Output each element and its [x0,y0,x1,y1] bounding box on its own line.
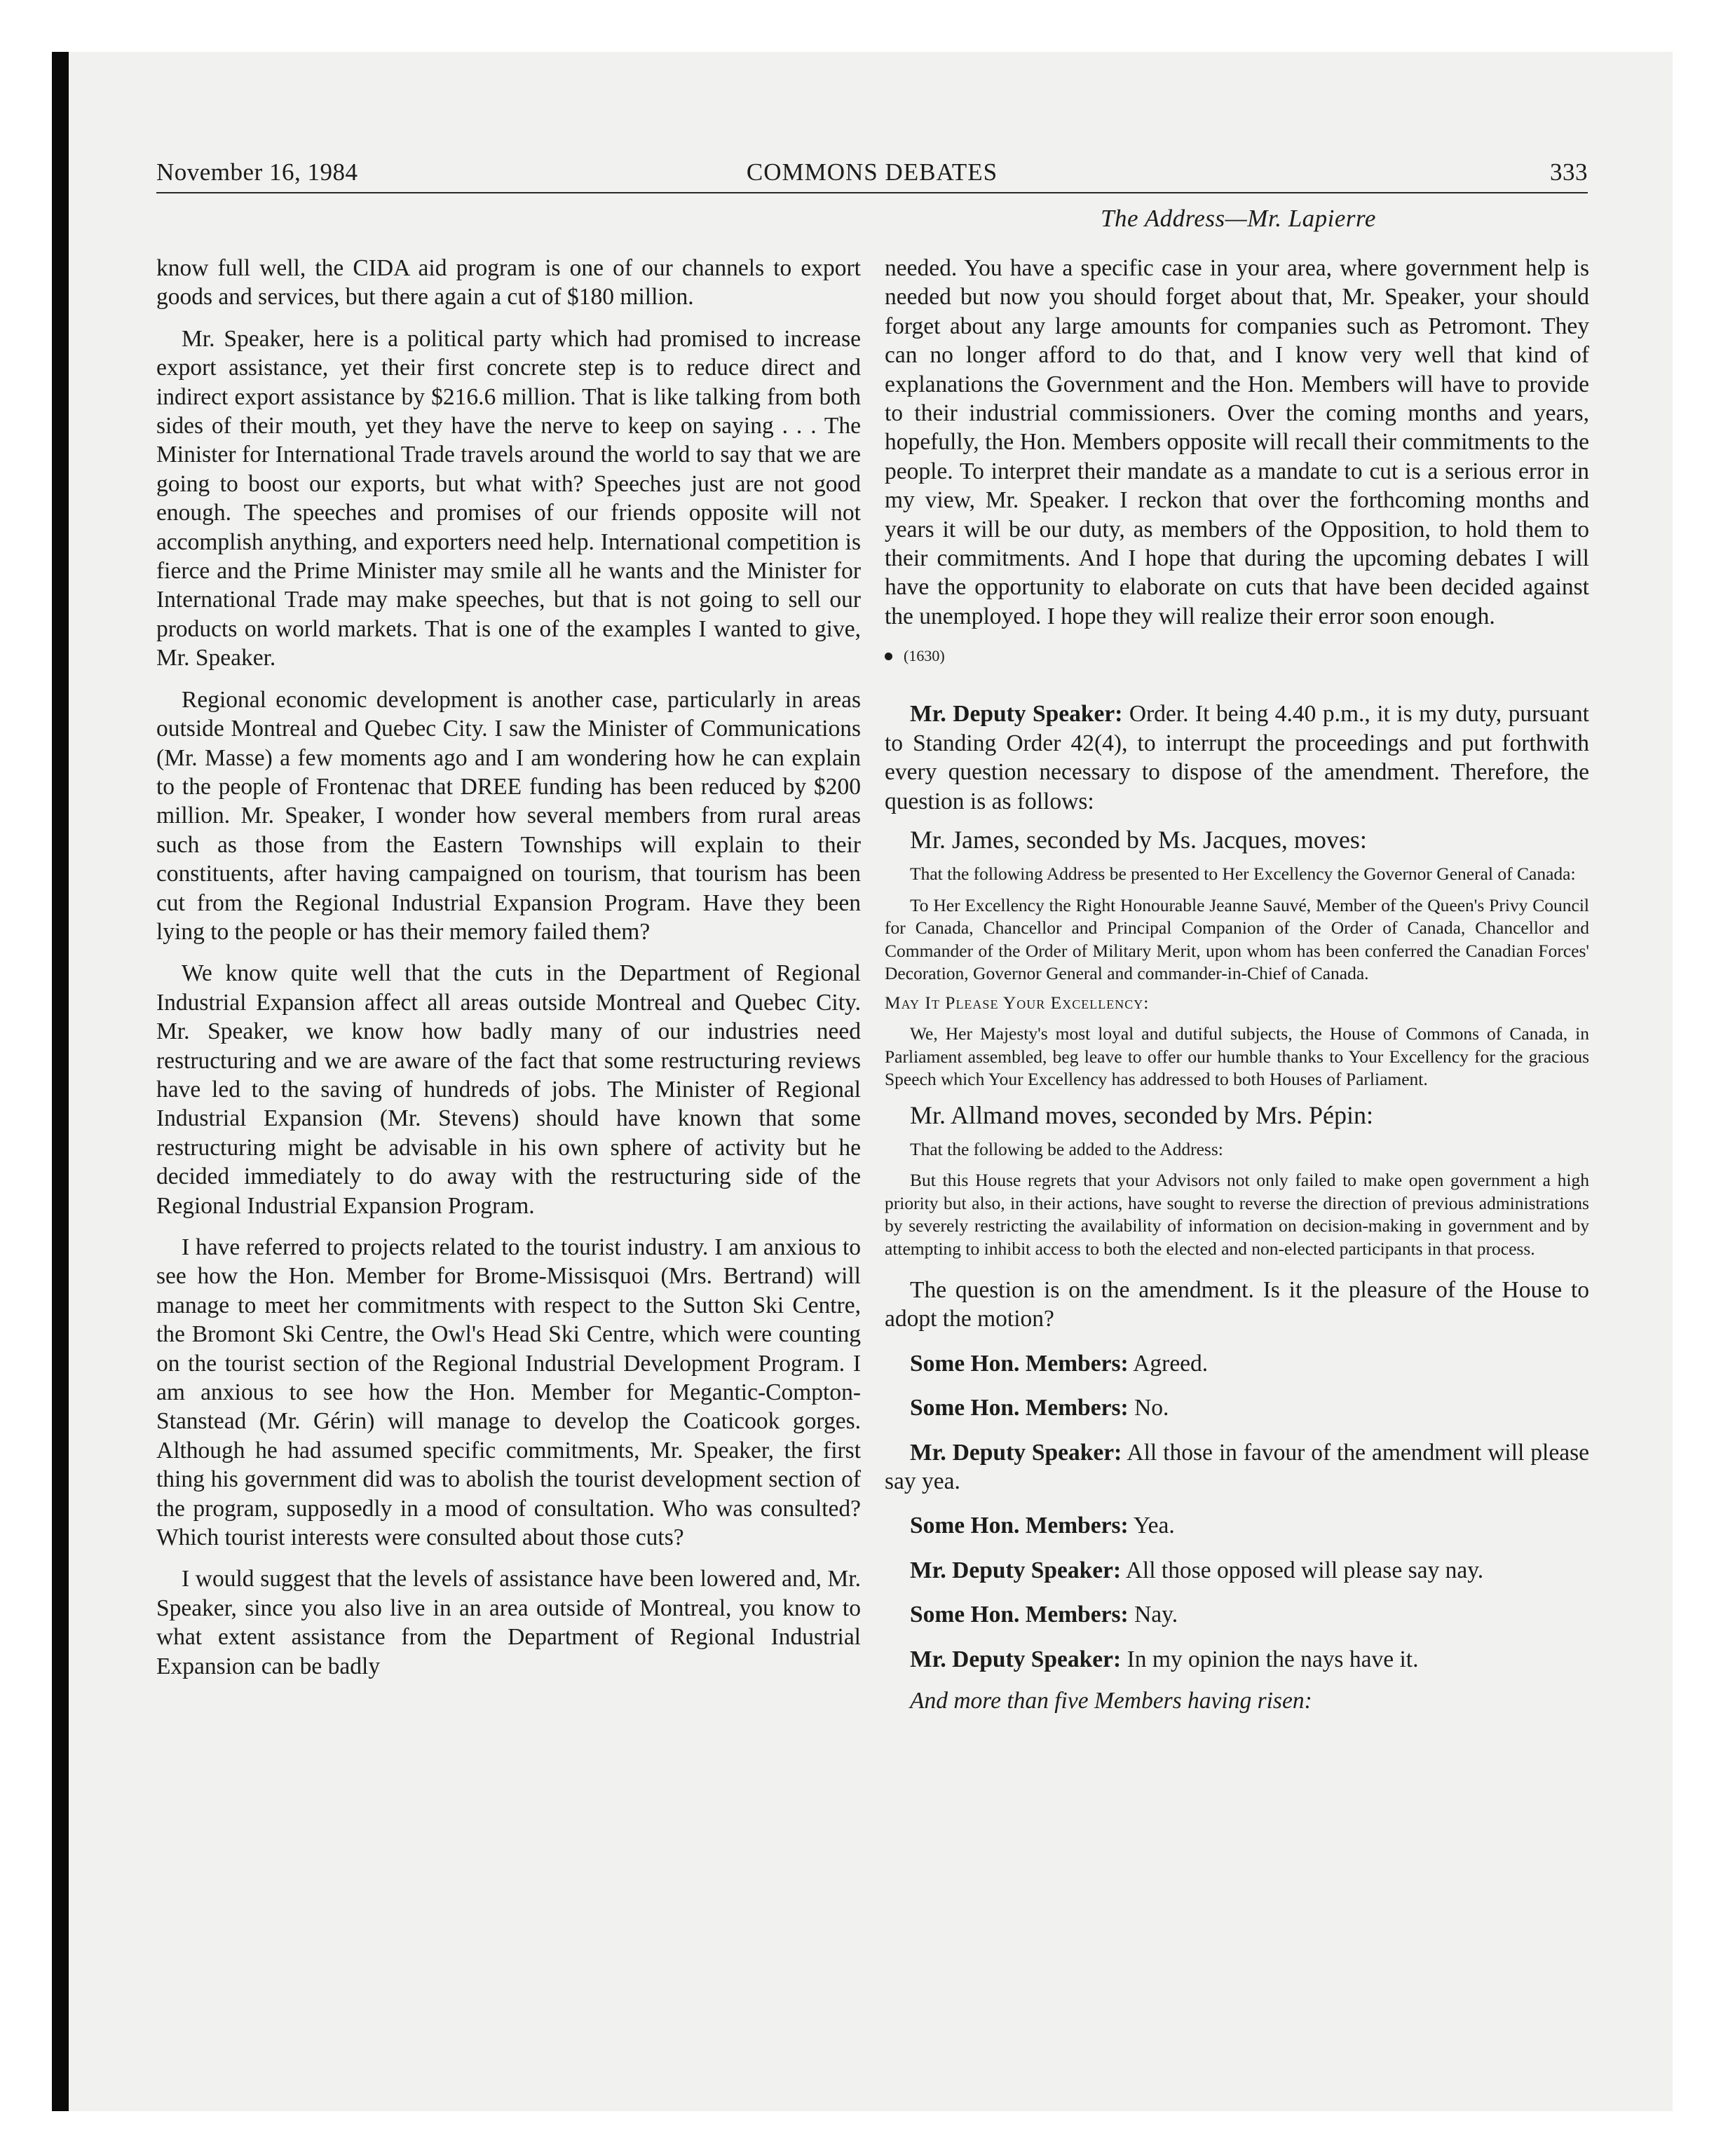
time-stamp: (1630) [904,647,945,665]
exchange-line [885,1349,1589,1378]
exchange-line [885,1393,1589,1422]
paragraph: I have referred to projects related to the tourist industry. I am anxious to see how the Hon. Member for Brome-Missisquoi (Mrs. Bertrand) will manage to meet her commitments with respect to the Sutton Ski Centre, the Bromont Ski Centre, the Owl's Head Ski Centre, which were counting on the tourist section of the Regional Industrial Development Program. I am anxious to see how the Hon. Member for Megantic-Compton-Stanstead (Mr. Gérin) will manage to develop the Coaticook gorges. Although he had assumed specific commitments, Mr. Speaker, the first thing his government did was to abolish the tourist development section of the program, supposedly in a mood of consultation. Who was consulted? Which tourist interests were consulted about those cuts? [156,1234,861,1551]
section-subhead: The Address—Mr. Lapierre [1101,205,1376,232]
paragraph: Regional economic development is another case, particularly in areas outside Montreal and Quebec City. I saw the Minister of Communications (Mr. Masse) a few moments ago and I am wondering how he can explain to the people of Frontenac that DREE funding has been reduced by $200 million. Mr. Speaker, I wonder how several members from rural areas such as those from the Eastern Townships will explain to their constituents, after having campaigned on tourism, that tourism has been cut from the Regional Industrial Expansion Program. Have they been lying to the people or has their memory failed them? [156,686,861,945]
amendment-line: Mr. Allmand moves, seconded by Mrs. Pépin: [910,1100,1373,1129]
left-column [156,254,861,1681]
paragraph: Mr. Speaker, here is a political party which had promised to increase export assistance, yet their first concrete step is to reduce direct and indirect export assistance by $216.6 million. That is like talking from both sides of their mouth, yet they have the nerve to keep on saying . . . The Minister for International Trade travels around the world to say that we are going to boost our exports, but what with? Speeches just are not good enough. The speeches and promises of our friends opposite will not accomplish anything, and exporters need help. International competition is fierce and the Prime Minister may smile all he wants and the Minister for International Trade may make speeches, but that is not going to sell our products on world markets. That is one of the examples I wanted to give, Mr. Speaker. [156,325,861,671]
paragraph: We know quite well that the cuts in the Department of Regional Industrial Expansion affect all areas outside Montreal and Quebec City. Mr. Speaker, we know how badly many of our industries need restructuring and we are aware of the fact that some restructuring reviews have led to the saving of hundreds of jobs. The Minister of Regional Industrial Expansion (Mr. Stevens) should have known that some restructuring might be advisable in his own sphere of activity but he decided immediately to do away with the restructuring side of the Regional Industrial Expansion Program. [156,960,861,1219]
speech-text: All those opposed will please say nay. [1121,1557,1484,1583]
header-title: COMMONS DEBATES [746,158,998,186]
exchange-line [885,1600,1589,1629]
speech-text: Agreed. [1128,1350,1209,1377]
question-paragraph: The question is on the amendment. Is it the pleasure of the House to adopt the motion? [885,1277,1589,1332]
speech-text: Nay. [1128,1602,1178,1628]
header-rule [156,192,1588,193]
speech-text: Order. It being 4.40 p.m., it is my duty, pursuant to Standing Order 42(4), to interrupt the proceedings and put forthwith every question necessary to dispose of the amendment. Therefore, the question is as follows: [885,701,1589,814]
speech-text: In my opinion the nays have it. [1121,1646,1419,1672]
exchange-line [885,1438,1589,1496]
amendment-text: But this House regrets that your Advisors not only failed to make open government a high priority but also, in their actions, have sought to reverse the direction of previous administrations by severely restricting the availability of information on decision-making in government and by attempting to inhibit access to both the elected and non-elected participants in that process. [885,1170,1589,1259]
paragraph: I would suggest that the levels of assistance have been lowered and, Mr. Speaker, since you also live in an area outside of Montreal, you know to what extent assistance from the Department of Regional Industrial Expansion can be badly [156,1566,861,1679]
speech-text: All those in favour of the amendment will please say yea. [885,1439,1589,1495]
speaker-name: Some Hon. Members: [910,1350,1129,1377]
speaker-name: Mr. Deputy Speaker: [910,1646,1122,1672]
address-intro: That the following Address be presented to Her Excellency the Governor General of Canada: [910,864,1576,885]
right-column [885,254,1589,1715]
header-date: November 16, 1984 [156,158,358,186]
speaker-name: Some Hon. Members: [910,1395,1129,1421]
speaker-name: Mr. Deputy Speaker: [910,1557,1122,1583]
amendment-intro: That the following be added to the Address: [910,1138,1223,1159]
speaker-name: Mr. Deputy Speaker: [910,701,1123,728]
page-number: 333 [1550,158,1588,186]
speaker-name: Some Hon. Members: [910,1513,1129,1539]
exchange-line [885,1511,1589,1540]
may-it-please: May It Please Your Excellency: [885,992,1150,1014]
speech-text: Yea. [1128,1513,1175,1539]
speaker-name: Mr. Deputy Speaker: [910,1439,1122,1466]
speech-deputy-order [885,700,1589,816]
running-head [156,158,1588,193]
address-to: To Her Excellency the Right Honourable Jeanne Sauvé, Member of the Queen's Privy Council for Canada, Chancellor and Principal Companion of the Order of Canada, Chancellor and Commander of the Order of Military Merit, upon whom has been conferred the Canadian Forces' Decoration, Governor General and commander-in-Chief of Canada. [885,894,1589,983]
paragraph: know full well, the CIDA aid program is one of our channels to export goods and services, but there again a cut of $180 million. [156,255,861,311]
paragraph: needed. You have a specific case in your area, where government help is needed but now you should forget about that, Mr. Speaker, your should forget about any large amounts for companies such as Petromont. They can no longer afford to do that, and I know very well that kind of explanations the Government and the Hon. Members will have to provide to their industrial commissioners. Over the coming months and years, hopefully, the Hon. Members opposite will recall their commitments to the people. To interpret their mandate as a mandate to cut is a serious error in my view, Mr. Speaker. I reckon that over the forthcoming months and years it will be our duty, as members of the Opposition, to hold them to their commitments. And I hope that during the upcoming debates I will have the opportunity to elaborate on cuts that have been decided against the unemployed. I hope they will realize their error soon enough. [885,255,1589,629]
speaker-name: Some Hon. Members: [910,1602,1129,1628]
motion-line: Mr. James, seconded by Ms. Jacques, moves: [910,825,1367,854]
exchange-line [885,1645,1589,1674]
exchange-line [885,1556,1589,1585]
time-marker [885,646,1589,666]
address-body: We, Her Majesty's most loyal and dutiful subjects, the House of Commons of Canada, in Parliament assembled, beg leave to offer our humble thanks to Your Excellency for the gracious Speech which Your Excellency has addressed to both Houses of Parliament. [885,1023,1589,1090]
closing-stage-direction: And more than five Members having risen: [910,1688,1312,1714]
bullet-icon [885,653,892,660]
binding-edge [52,52,69,2111]
speech-text: No. [1128,1395,1169,1421]
